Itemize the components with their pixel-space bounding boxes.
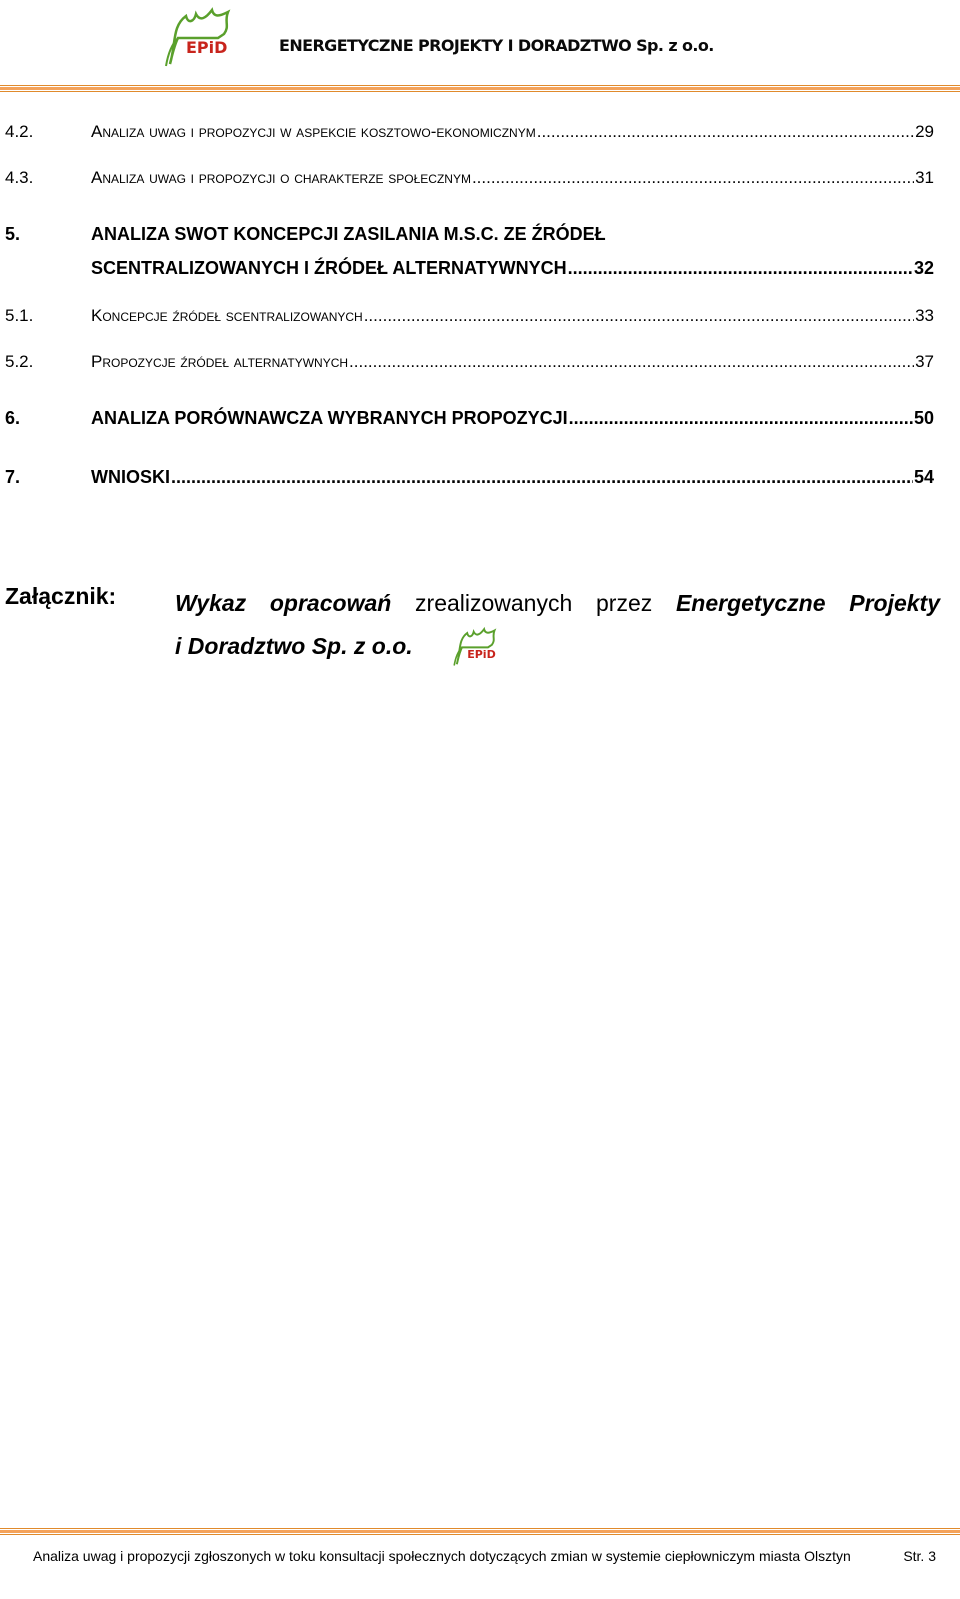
toc-number: 7. — [5, 467, 21, 487]
toc-entry-continuation[interactable] — [0, 258, 960, 288]
toc-entry[interactable] — [0, 224, 960, 254]
toc-leader — [472, 168, 914, 188]
toc-title-line2: SCENTRALIZOWANYCH I ŹRÓDEŁ ALTERNATYWNYCH — [91, 258, 567, 278]
toc-page: 32 — [913, 258, 934, 278]
logo-text: EPiD — [186, 38, 228, 57]
toc-leader — [349, 352, 914, 372]
toc-leader — [569, 408, 913, 429]
page-header — [0, 0, 960, 92]
toc-page: 33 — [915, 306, 934, 325]
annex-company: Energetyczne Projekty — [675, 590, 940, 616]
toc-page: 54 — [913, 467, 934, 487]
annex-title: Wykaz opracowań — [175, 590, 392, 616]
annex-middle: zrealizowanych przez — [415, 590, 653, 616]
toc-title: Propozycje źródeł alternatywnych — [91, 352, 349, 371]
toc-number: 4.3. — [5, 168, 34, 187]
toc-title: Koncepcje źródeł scentralizowanych — [91, 306, 363, 325]
annex-company-cont: i Doradztwo Sp. z o.o. — [175, 633, 413, 660]
annex-label: Załącznik: — [5, 583, 117, 609]
footer-title: Analiza uwag i propozycji zgłoszonych w toku konsultacji społecznych dotyczących zmian w systemie ciepłowniczym miasta Olsztyn — [33, 1548, 851, 1564]
header-rule — [0, 85, 960, 92]
annex-line1 — [175, 583, 940, 624]
toc-leader — [537, 122, 914, 142]
toc-title: Analiza uwag i propozycji o charakterze społecznym — [91, 168, 471, 187]
toc-entry[interactable] — [0, 352, 960, 382]
toc-page: 29 — [915, 122, 934, 141]
toc-entry[interactable] — [0, 122, 960, 152]
toc-number: 5.1. — [5, 306, 34, 325]
logo-text-small: EPiD — [467, 647, 496, 661]
toc-number: 5.2. — [5, 352, 34, 371]
company-name: ENERGETYCZNE PROJEKTY I DORADZTWO Sp. z o.o. — [279, 36, 714, 55]
toc-page: 31 — [915, 168, 934, 187]
epid-logo — [158, 4, 238, 74]
footer-rule — [0, 1528, 960, 1535]
toc-entry[interactable] — [0, 168, 960, 198]
toc-title: WNIOSKI — [91, 467, 170, 487]
toc-entry[interactable] — [0, 467, 960, 497]
toc-entry[interactable] — [0, 306, 960, 336]
toc-title: Analiza uwag i propozycji w aspekcie kosztowo-ekonomicznym — [91, 122, 536, 141]
toc-title-line1: ANALIZA SWOT KONCEPCJI ZASILANIA M.S.C. ZE ŹRÓDEŁ — [91, 224, 606, 244]
annex-line2 — [175, 624, 501, 672]
toc-entry[interactable] — [0, 408, 960, 438]
toc-number: 4.2. — [5, 122, 34, 141]
toc-number: 6. — [5, 408, 21, 428]
page-footer — [0, 1528, 960, 1599]
toc-title: ANALIZA PORÓWNAWCZA WYBRANYCH PROPOZYCJI — [91, 408, 568, 428]
toc-number: 5. — [5, 224, 21, 244]
page-number: Str. 3 — [903, 1548, 936, 1564]
toc-leader — [171, 467, 913, 488]
toc-page: 37 — [915, 352, 934, 371]
toc-page: 50 — [913, 408, 934, 428]
toc-leader — [568, 258, 913, 279]
toc-leader — [364, 306, 914, 326]
epid-logo-small — [449, 624, 501, 672]
